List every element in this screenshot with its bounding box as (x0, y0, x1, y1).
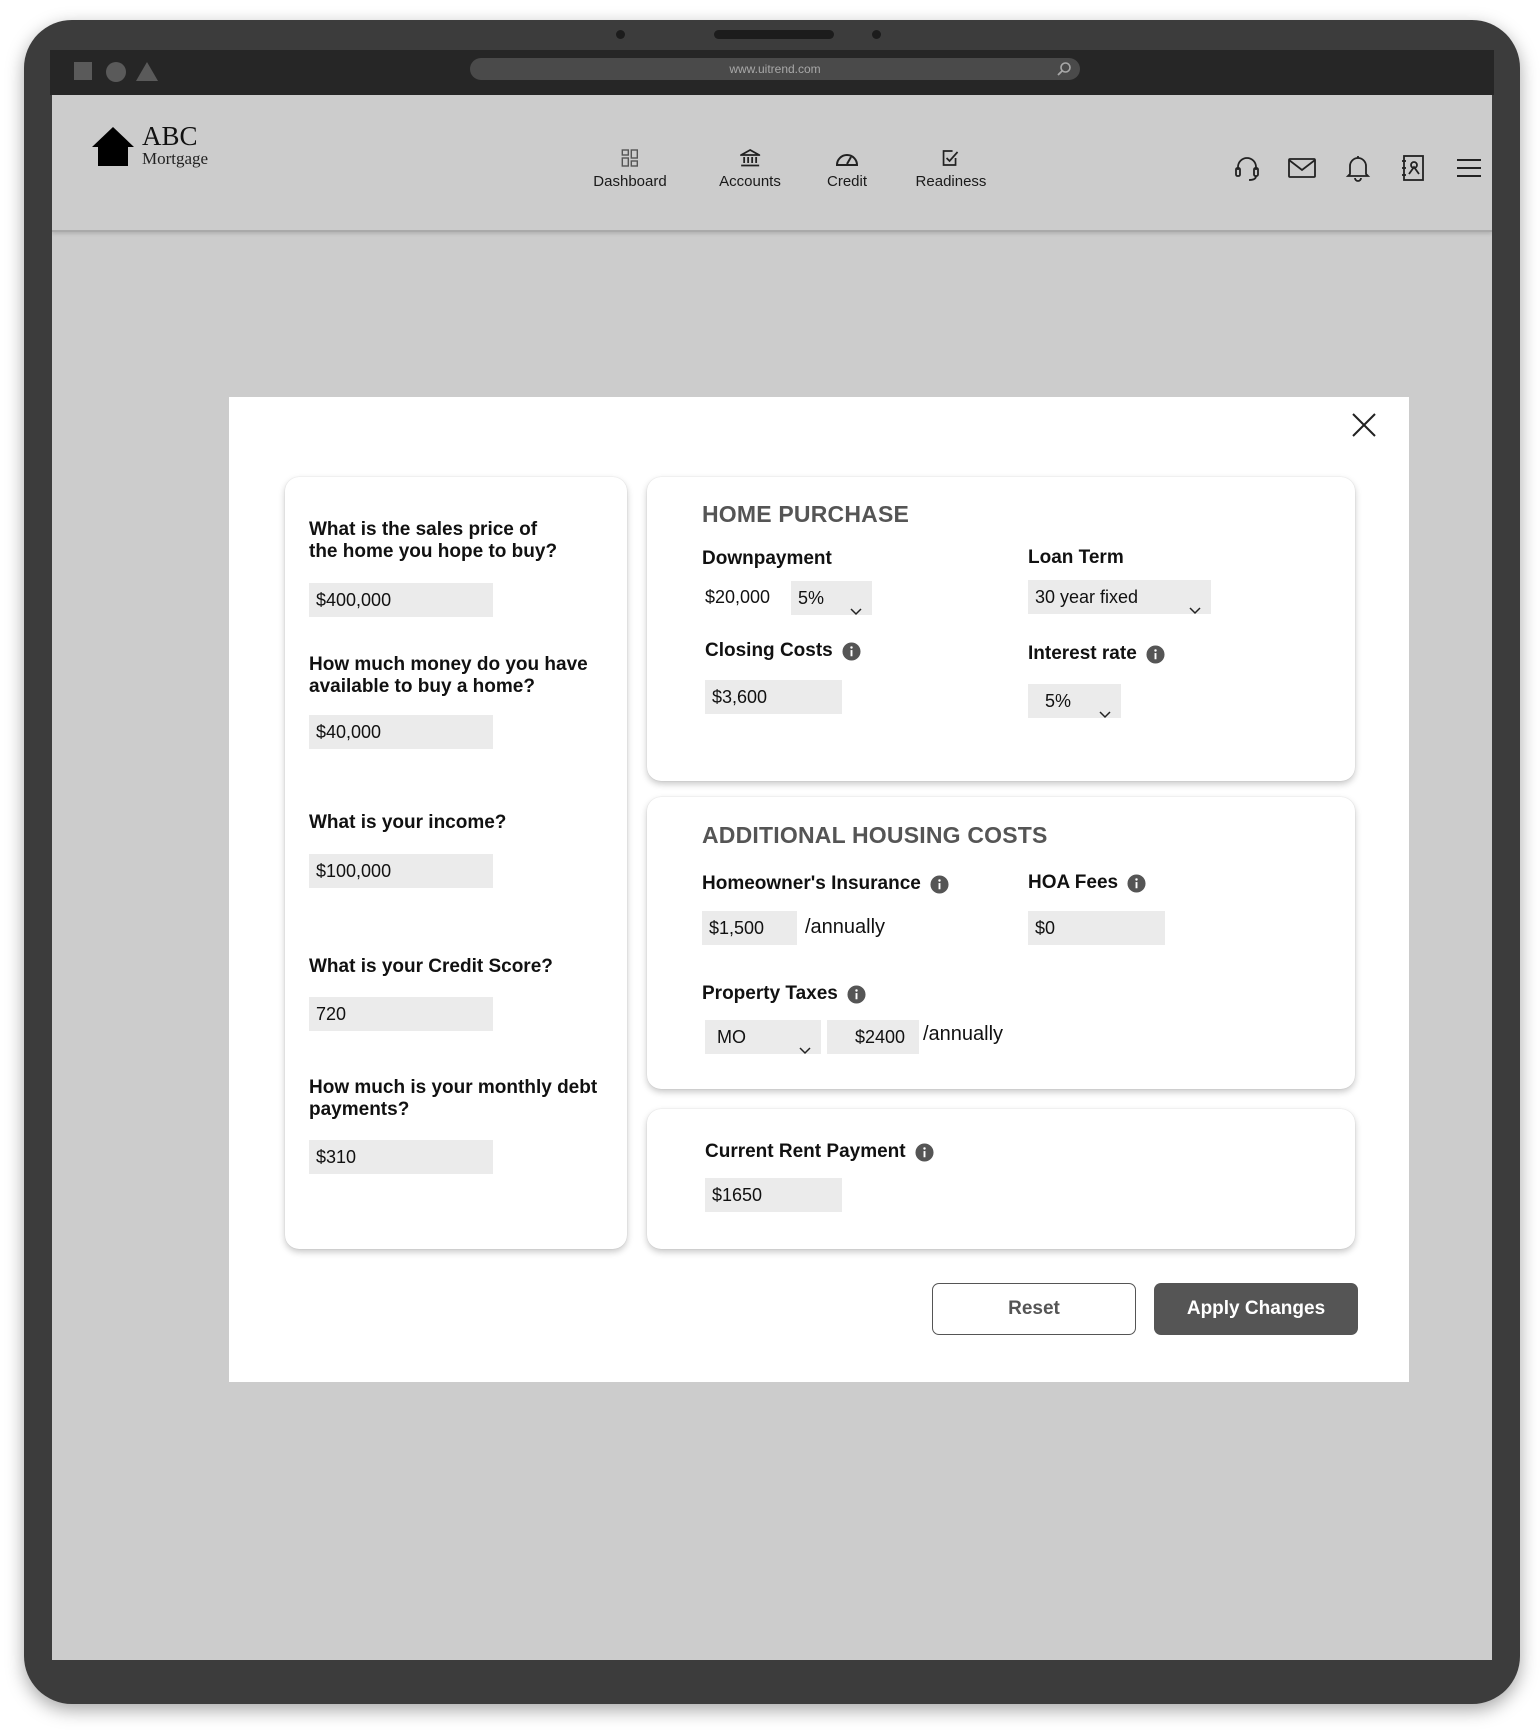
url-text: www.uitrend.com (729, 62, 821, 76)
loan-term-select[interactable] (1028, 580, 1211, 614)
logo[interactable] (90, 123, 208, 169)
property-taxes-state-select[interactable] (705, 1020, 821, 1054)
gauge-icon (835, 147, 859, 169)
home-purchase-title: HOME PURCHASE (702, 501, 910, 527)
top-navigation (52, 95, 1492, 232)
chevron-down-icon (850, 593, 862, 627)
nav-item-credit[interactable] (827, 147, 867, 190)
insurance-suffix: /annually (805, 916, 886, 938)
headset-icon[interactable] (1232, 153, 1262, 183)
logo-subtitle: Mortgage (142, 149, 209, 168)
hoa-input[interactable]: $0 (1028, 911, 1165, 945)
reset-button[interactable]: Reset (932, 1283, 1136, 1335)
mail-icon[interactable] (1287, 153, 1317, 183)
nav-label-dashboard: Dashboard (593, 173, 667, 190)
insurance-input[interactable]: $1,500 (702, 911, 797, 945)
url-bar[interactable] (470, 58, 1080, 80)
bank-icon (740, 147, 760, 169)
info-icon[interactable] (1146, 645, 1165, 664)
chevron-down-icon (1099, 696, 1111, 730)
interest-rate-select[interactable] (1028, 684, 1121, 718)
property-taxes-label: Property Taxes (702, 983, 866, 1005)
money-available-label: How much money do you have available to buy a home? (309, 654, 588, 697)
info-icon[interactable] (842, 642, 861, 661)
hoa-label: HOA Fees (1028, 872, 1146, 894)
additional-costs-card (647, 797, 1355, 1089)
chevron-down-icon (1189, 592, 1201, 626)
nav-item-readiness[interactable] (916, 147, 987, 190)
nav-item-accounts[interactable] (719, 147, 781, 190)
checklist-icon (942, 147, 960, 169)
income-label: What is your income? (309, 812, 507, 833)
bell-icon[interactable] (1343, 153, 1373, 183)
loan-term-label: Loan Term (1028, 547, 1124, 568)
apply-changes-button[interactable]: Apply Changes (1154, 1283, 1358, 1335)
additional-costs-title: ADDITIONAL HOUSING COSTS (702, 822, 1048, 848)
monthly-debt-label: How much is your monthly debt payments? (309, 1077, 598, 1120)
info-icon[interactable] (915, 1143, 934, 1162)
close-icon[interactable] (1349, 410, 1379, 440)
dashboard-grid-icon (621, 147, 639, 169)
property-taxes-input[interactable]: $2400 (827, 1020, 919, 1054)
rent-card (647, 1109, 1355, 1249)
menu-icon[interactable] (1454, 153, 1484, 183)
income-input[interactable]: $100,000 (309, 854, 493, 888)
money-available-input[interactable]: $40,000 (309, 715, 493, 749)
property-taxes-state-value: MO (717, 1027, 746, 1047)
nav-label-credit: Credit (826, 173, 868, 190)
info-icon[interactable] (930, 875, 949, 894)
info-icon[interactable] (1127, 874, 1146, 893)
nav-label-accounts: Accounts (719, 173, 781, 190)
contacts-book-icon[interactable] (1398, 153, 1428, 183)
credit-score-input[interactable]: 720 (309, 997, 493, 1031)
device-frame (24, 20, 1520, 1704)
interest-rate-label: Interest rate (1028, 643, 1165, 665)
house-logo-icon (90, 125, 136, 167)
downpayment-percent-value: 5% (798, 588, 825, 608)
nav-label-readiness: Readiness (915, 173, 987, 190)
camera-dot-left (616, 30, 625, 39)
sales-price-input[interactable]: $400,000 (309, 583, 493, 617)
camera-bar (714, 30, 834, 39)
monthly-debt-input[interactable]: $310 (309, 1140, 493, 1174)
credit-score-label: What is your Credit Score? (309, 956, 553, 977)
window-circle-control[interactable] (106, 62, 126, 82)
logo-title: ABC (142, 121, 198, 151)
insurance-label: Homeowner's Insurance (702, 873, 949, 895)
info-icon[interactable] (847, 985, 866, 1004)
loan-term-value: 30 year fixed (1035, 587, 1139, 607)
affordability-modal (229, 397, 1409, 1382)
camera-dot-right (872, 30, 881, 39)
window-square-control[interactable] (74, 62, 92, 80)
url-search-icon[interactable] (1056, 61, 1072, 84)
window-triangle-control[interactable] (136, 62, 158, 81)
closing-costs-label: Closing Costs (705, 640, 861, 662)
downpayment-label: Downpayment (702, 548, 832, 569)
closing-costs-input[interactable]: $3,600 (705, 680, 842, 714)
app-screen (52, 95, 1492, 1660)
sales-price-label: What is the sales price of the home you hope to buy? (309, 519, 558, 562)
rent-input[interactable]: $1650 (705, 1178, 842, 1212)
browser-toolbar (50, 50, 1494, 95)
interest-rate-value: 5% (1045, 691, 1072, 711)
rent-label: Current Rent Payment (705, 1141, 934, 1163)
property-taxes-suffix: /annually (923, 1023, 1004, 1045)
downpayment-amount[interactable]: $20,000 (705, 587, 771, 607)
questions-card (285, 477, 627, 1249)
nav-item-dashboard[interactable] (593, 147, 666, 190)
downpayment-percent-select[interactable] (791, 581, 872, 615)
home-purchase-card (647, 477, 1355, 781)
chevron-down-icon (799, 1032, 811, 1066)
